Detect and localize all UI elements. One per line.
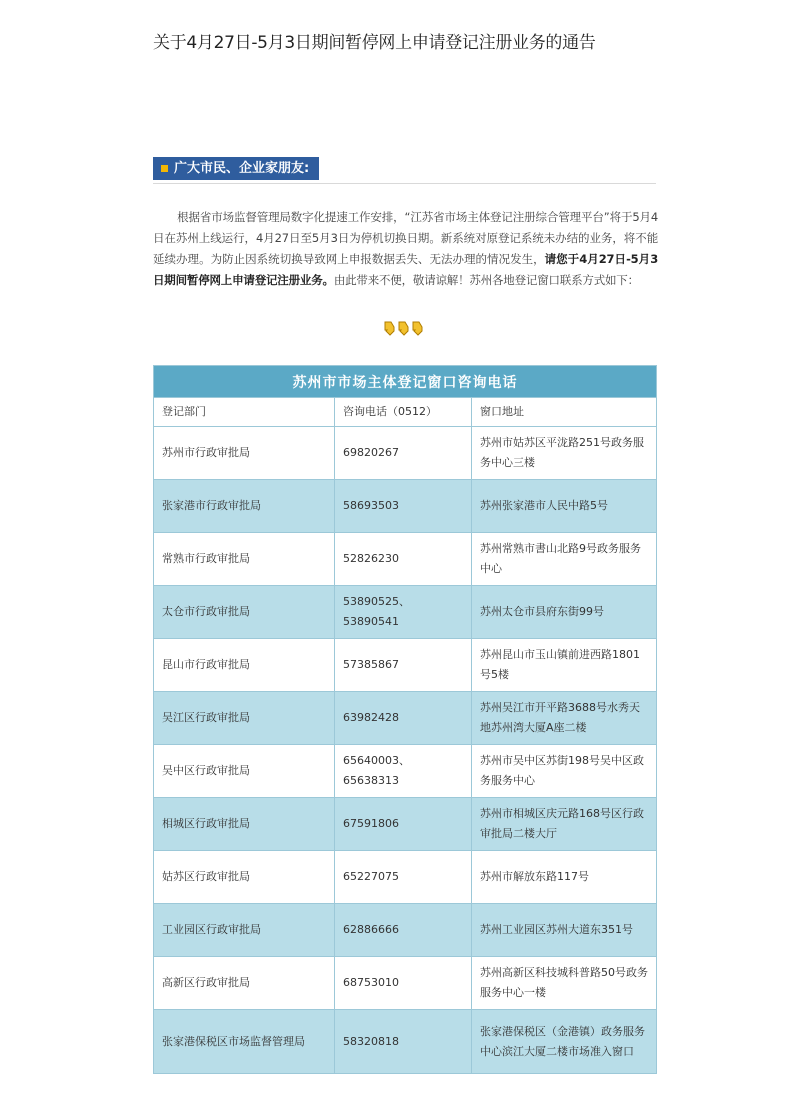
cell-address: 苏州吴江市开平路3688号水秀天地苏州湾大厦A座二楼 <box>472 692 657 745</box>
pointing-down-hand-icon <box>397 321 410 336</box>
pointing-down-hand-icon <box>383 321 396 336</box>
table-row <box>154 480 657 533</box>
cell-address: 苏州张家港市人民中路5号 <box>472 480 657 533</box>
pointer-arrows <box>383 321 424 337</box>
cell-address: 苏州市解放东路117号 <box>472 851 657 904</box>
notice-text-1: 根据省市场监督管理局数字化提速工作安排，“江苏省市场主体登记注册综合管理平台”将于5月4日在苏州上线运行，4月27日至5月3日为停机切换日期。新系统对原登记系统未办结的业务，将不能延续办理。为防止因系统切换导致网上申报数据丢失、无法办理的情况发生， <box>153 210 658 266</box>
cell-phone: 58320818 <box>335 1010 472 1074</box>
cell-address: 苏州市姑苏区平泷路251号政务服务中心三楼 <box>472 427 657 480</box>
table-caption: 苏州市市场主体登记窗口咨询电话 <box>154 366 657 398</box>
table-row <box>154 586 657 639</box>
column-header-address: 窗口地址 <box>472 398 657 427</box>
cell-address: 张家港保税区（金港镇）政务服务中心滨江大厦二楼市场准入窗口 <box>472 1010 657 1074</box>
table-row <box>154 692 657 745</box>
notice-paragraph <box>153 207 658 291</box>
cell-dept: 张家港保税区市场监督管理局 <box>154 1010 335 1074</box>
cell-address: 苏州太仓市县府东街99号 <box>472 586 657 639</box>
cell-phone: 58693503 <box>335 480 472 533</box>
table-row <box>154 533 657 586</box>
table-row <box>154 798 657 851</box>
table-row <box>154 957 657 1010</box>
notice-text-2: 由此带来不便，敬请谅解！苏州各地登记窗口联系方式如下： <box>333 273 639 287</box>
cell-dept: 吴中区行政审批局 <box>154 745 335 798</box>
table-body <box>154 398 657 1074</box>
cell-address: 苏州昆山市玉山镇前进西路1801号5楼 <box>472 639 657 692</box>
cell-dept: 苏州市行政审批局 <box>154 427 335 480</box>
column-header-phone: 咨询电话（0512） <box>335 398 472 427</box>
cell-phone: 67591806 <box>335 798 472 851</box>
cell-address: 苏州市吴中区苏街198号吴中区政务服务中心 <box>472 745 657 798</box>
table-header-row <box>154 398 657 427</box>
cell-dept: 相城区行政审批局 <box>154 798 335 851</box>
cell-address: 苏州常熟市書山北路9号政务服务中心 <box>472 533 657 586</box>
section-label <box>153 157 319 180</box>
cell-phone: 68753010 <box>335 957 472 1010</box>
cell-address: 苏州高新区科技城科普路50号政务服务中心一楼 <box>472 957 657 1010</box>
cell-dept: 高新区行政审批局 <box>154 957 335 1010</box>
cell-phone: 63982428 <box>335 692 472 745</box>
cell-phone: 52826230 <box>335 533 472 586</box>
table-row <box>154 1010 657 1074</box>
table-row <box>154 745 657 798</box>
cell-dept: 常熟市行政审批局 <box>154 533 335 586</box>
cell-address: 苏州市相城区庆元路168号区行政审批局二楼大厅 <box>472 798 657 851</box>
table-row <box>154 427 657 480</box>
cell-dept: 姑苏区行政审批局 <box>154 851 335 904</box>
cell-dept: 太仓市行政审批局 <box>154 586 335 639</box>
cell-dept: 工业园区行政审批局 <box>154 904 335 957</box>
square-bullet-icon <box>161 165 168 172</box>
section-label-text: 广大市民、企业家朋友: <box>174 161 310 176</box>
section-header <box>153 157 656 184</box>
cell-dept: 吴江区行政审批局 <box>154 692 335 745</box>
contact-table <box>153 365 657 1074</box>
cell-phone: 65227075 <box>335 851 472 904</box>
notice-text-bold: 请您于4月27日-5月3日期间暂停网上申请登记注册业务。 <box>153 252 658 287</box>
table-row <box>154 904 657 957</box>
column-header-dept: 登记部门 <box>154 398 335 427</box>
cell-dept: 昆山市行政审批局 <box>154 639 335 692</box>
cell-dept: 张家港市行政审批局 <box>154 480 335 533</box>
cell-phone: 53890525、53890541 <box>335 586 472 639</box>
pointing-down-hand-icon <box>411 321 424 336</box>
cell-phone: 69820267 <box>335 427 472 480</box>
cell-phone: 65640003、65638313 <box>335 745 472 798</box>
page-title: 关于4月27日-5月3日期间暂停网上申请登记注册业务的通告 <box>153 33 596 53</box>
cell-address: 苏州工业园区苏州大道东351号 <box>472 904 657 957</box>
table-row <box>154 639 657 692</box>
table-row <box>154 851 657 904</box>
cell-phone: 57385867 <box>335 639 472 692</box>
cell-phone: 62886666 <box>335 904 472 957</box>
